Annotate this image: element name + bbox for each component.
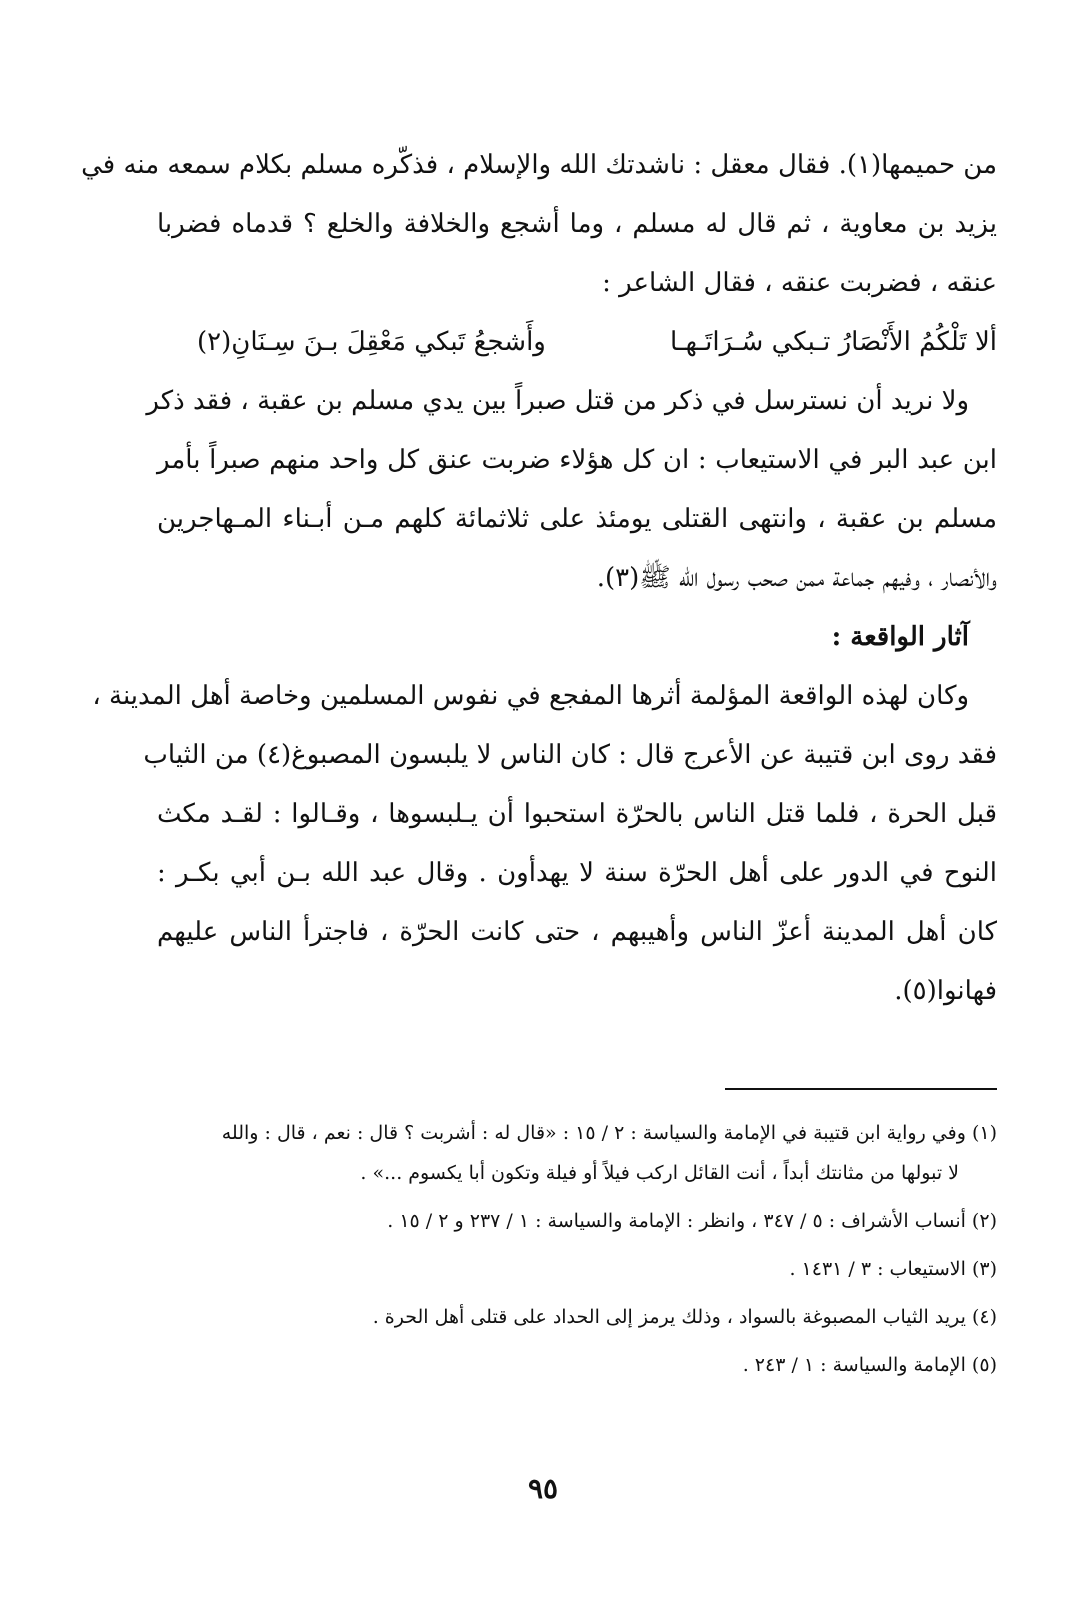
footnote-4: (٤) يريد الثياب المصبوغة بالسواد ، وذلك يرمز إلى الحداد على قتلى أهل الحرة . (372, 1306, 997, 1328)
footnote-1: (١) وفي رواية ابن قتيبة في الإمامة والسياسة : ٢ / ١٥ : «قال له : أشربت ؟ قال : نعم ، قال : والله (221, 1122, 997, 1144)
footnote-2: (٢) أنساب الأشراف : ٥ / ٣٤٧ ، وانظر : الإمامة والسياسة : ١ / ٢٣٧ و ٢ / ١٥ . (387, 1210, 997, 1232)
page-number: ٩٥ (527, 1472, 559, 1505)
main-text (81, 136, 997, 1021)
text-line: عنقه ، فضربت عنقه ، فقال الشاعر : (602, 268, 997, 298)
text-line: ولا نريد أن نسترسل في ذكر من قتل صبراً بين يدي مسلم بن عقبة ، فقد ذكر (146, 386, 969, 416)
footnote-5: (٥) الإمامة والسياسة : ١ / ٢٤٣ . (742, 1354, 997, 1376)
poetry-verse (157, 313, 997, 372)
text-line: قبل الحرة ، فلما قتل الناس بالحرّة استحبوا أن يـلبسوها ، وقـالوا : لقـد مكث (157, 799, 997, 829)
verse-second-hemistich: وأَشجعُ تَبكي مَعْقِلَ بـنَ سِـنَانِ(٢) (197, 327, 546, 357)
text-line: النوح في الدور على أهل الحرّة سنة لا يهدأون . وقال عبد الله بـن أبي بكـر : (157, 858, 997, 888)
footnote-1-continuation: لا تبولها من مثانتك أبداً ، أنت القائل اركب فيلاً أو فيلة وتكون أبا يكسوم ...» . (360, 1162, 959, 1184)
text-line: ابن عبد البر في الاستيعاب : ان كل هؤلاء ضربت عنق كل واحد منهم صبراً بأمر (157, 445, 997, 475)
text-line: والأنصار ، وفيهم جماعة ممن صحب رسول الله ﷺ(٣). (596, 563, 997, 593)
verse-first-hemistich: ألا تَلْكُمُ الأَنْصَارُ تـبكي سُـرَاتَـهـا (669, 327, 997, 357)
footnote-divider (725, 1088, 997, 1090)
text-line: يزيد بن معاوية ، ثم قال له مسلم ، وما أشجع والخلافة والخلع ؟ قدماه فضربا (157, 209, 997, 239)
text-line: وكان لهذه الواقعة المؤلمة أثرها المفجع في نفوس المسلمين وخاصة أهل المدينة ، (92, 681, 969, 711)
text-line: مسلم بن عقبة ، وانتهى القتلى يومئذ على ثلاثمائة كلهم مـن أبـناء المـهاجرين (157, 504, 997, 534)
text-line: فقد روى ابن قتيبة عن الأعرج قال : كان الناس لا يلبسون المصبوغ(٤) من الثياب (143, 740, 997, 770)
section-heading: آثار الواقعة : (831, 622, 969, 652)
text-line: من حميمها(١). فقال معقل : ناشدتك الله والإسلام ، فذكّره مسلم بكلام سمعه منه في (81, 150, 997, 180)
text-line: كان أهل المدينة أعزّ الناس وأهيبهم ، حتى كانت الحرّة ، فاجترأ الناس عليهم (157, 917, 997, 947)
footnote-3: (٣) الاستيعاب : ٣ / ١٤٣١ . (789, 1258, 997, 1280)
footnotes (157, 1113, 997, 1385)
text-line: فهانوا(٥). (894, 976, 997, 1006)
